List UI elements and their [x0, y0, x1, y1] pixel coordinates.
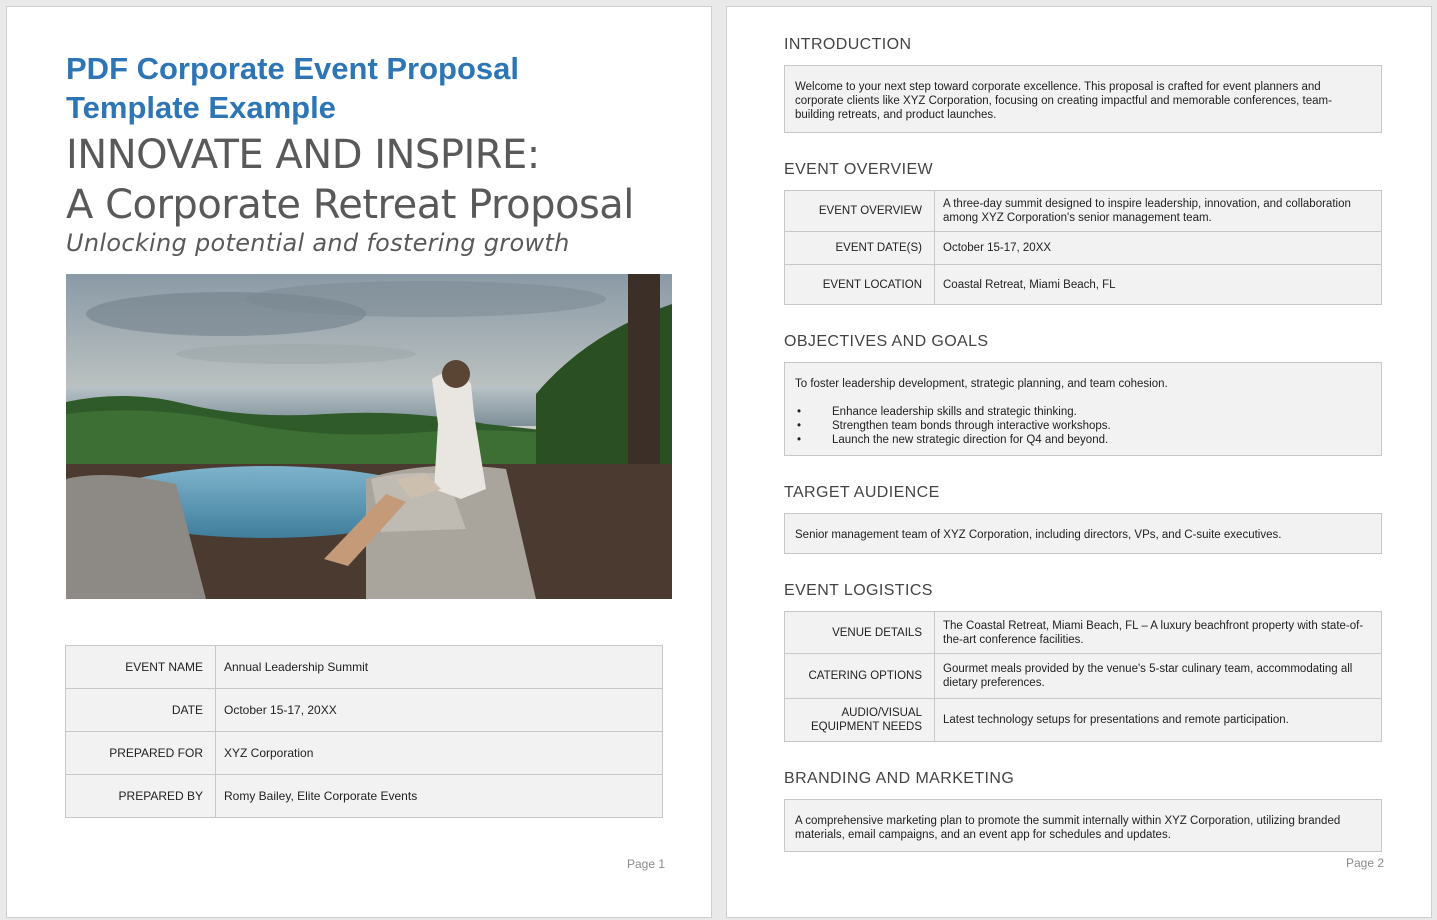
- section-title-objectives: OBJECTIVES AND GOALS: [784, 333, 989, 350]
- date-label: DATE: [66, 689, 216, 732]
- cover-photo: [66, 274, 672, 599]
- branding-text: A comprehensive marketing plan to promote the summit internally within XYZ Corporation, utilizing branded materials, email campaigns, and an event app for schedules and updates.: [795, 815, 1341, 841]
- event-location-value: Coastal Retreat, Miami Beach, FL: [935, 265, 1382, 305]
- event-overview-label: EVENT OVERVIEW: [785, 191, 935, 232]
- section-title-target-audience: TARGET AUDIENCE: [784, 484, 940, 501]
- proposal-subtitle: Unlocking potential and fostering growth: [66, 229, 570, 257]
- table-row: [785, 265, 1382, 305]
- document-title: PDF Corporate Event Proposal Template Example: [66, 51, 520, 125]
- page-2: [726, 6, 1432, 918]
- event-overview-table: [784, 190, 1382, 305]
- table-row: [66, 775, 663, 818]
- catering-options-label: CATERING OPTIONS: [785, 654, 935, 699]
- introduction-text: Welcome to your next step toward corporate excellence. This proposal is crafted for event planners and corporate clients like XYZ Corporation, focusing on creating impactful and memorable conferences, team-building retreats, and product launches.: [795, 81, 1332, 121]
- event-dates-value: October 15-17, 20XX: [935, 232, 1382, 265]
- table-row: [785, 232, 1382, 265]
- table-row: [785, 612, 1382, 654]
- table-row: [785, 191, 1382, 232]
- table-row: [785, 654, 1382, 699]
- prepared-by-label: PREPARED BY: [66, 775, 216, 818]
- prepared-for-label: PREPARED FOR: [66, 732, 216, 775]
- table-row: [785, 699, 1382, 742]
- objectives-box: [784, 362, 1382, 456]
- venue-details-value: The Coastal Retreat, Miami Beach, FL – A luxury beachfront property with state-of-the-art conference facilities.: [935, 612, 1382, 654]
- prepared-for-value: XYZ Corporation: [216, 732, 663, 775]
- page-number: Page 2: [1346, 856, 1385, 870]
- target-audience-text: Senior management team of XYZ Corporation, including directors, VPs, and C-suite executives.: [795, 529, 1282, 541]
- target-audience-box: [784, 513, 1382, 554]
- catering-options-value: Gourmet meals provided by the venue's 5-star culinary team, accommodating all dietary preferences.: [935, 654, 1382, 699]
- section-title-introduction: INTRODUCTION: [784, 36, 912, 53]
- event-overview-value: A three-day summit designed to inspire leadership, innovation, and collaboration among XYZ Corporation's senior management team.: [935, 191, 1382, 232]
- table-row: [66, 689, 663, 732]
- page-number: Page 1: [627, 857, 666, 871]
- introduction-box: [784, 65, 1382, 133]
- event-name-label: EVENT NAME: [66, 646, 216, 689]
- list-item: • Strengthen team bonds through interactive workshops.: [795, 419, 1371, 433]
- list-item: • Enhance leadership skills and strategic thinking.: [795, 405, 1371, 419]
- objectives-list: [795, 405, 1371, 447]
- table-row: [66, 646, 663, 689]
- av-equipment-value: Latest technology setups for presentations and remote participation.: [935, 699, 1382, 742]
- event-name-value: Annual Leadership Summit: [216, 646, 663, 689]
- event-dates-label: EVENT DATE(S): [785, 232, 935, 265]
- heading-line-1: INNOVATE AND INSPIRE:: [66, 132, 540, 178]
- page-1: [6, 6, 712, 918]
- event-location-label: EVENT LOCATION: [785, 265, 935, 305]
- table-row: [66, 732, 663, 775]
- objectives-intro: To foster leadership development, strategic planning, and team cohesion.: [795, 378, 1168, 390]
- event-info-table: [65, 645, 663, 818]
- av-equipment-label: AUDIO/VISUAL EQUIPMENT NEEDS: [785, 699, 935, 742]
- list-item: • Launch the new strategic direction for Q4 and beyond.: [795, 433, 1371, 447]
- branding-box: [784, 799, 1382, 852]
- proposal-heading: [66, 131, 706, 229]
- section-title-event-overview: EVENT OVERVIEW: [784, 161, 934, 178]
- section-title-logistics: EVENT LOGISTICS: [784, 582, 933, 599]
- section-title-branding: BRANDING AND MARKETING: [784, 770, 1015, 787]
- date-value: October 15-17, 20XX: [216, 689, 663, 732]
- logistics-table: [784, 611, 1382, 742]
- heading-line-2: A Corporate Retreat Proposal: [66, 182, 634, 228]
- prepared-by-value: Romy Bailey, Elite Corporate Events: [216, 775, 663, 818]
- venue-details-label: VENUE DETAILS: [785, 612, 935, 654]
